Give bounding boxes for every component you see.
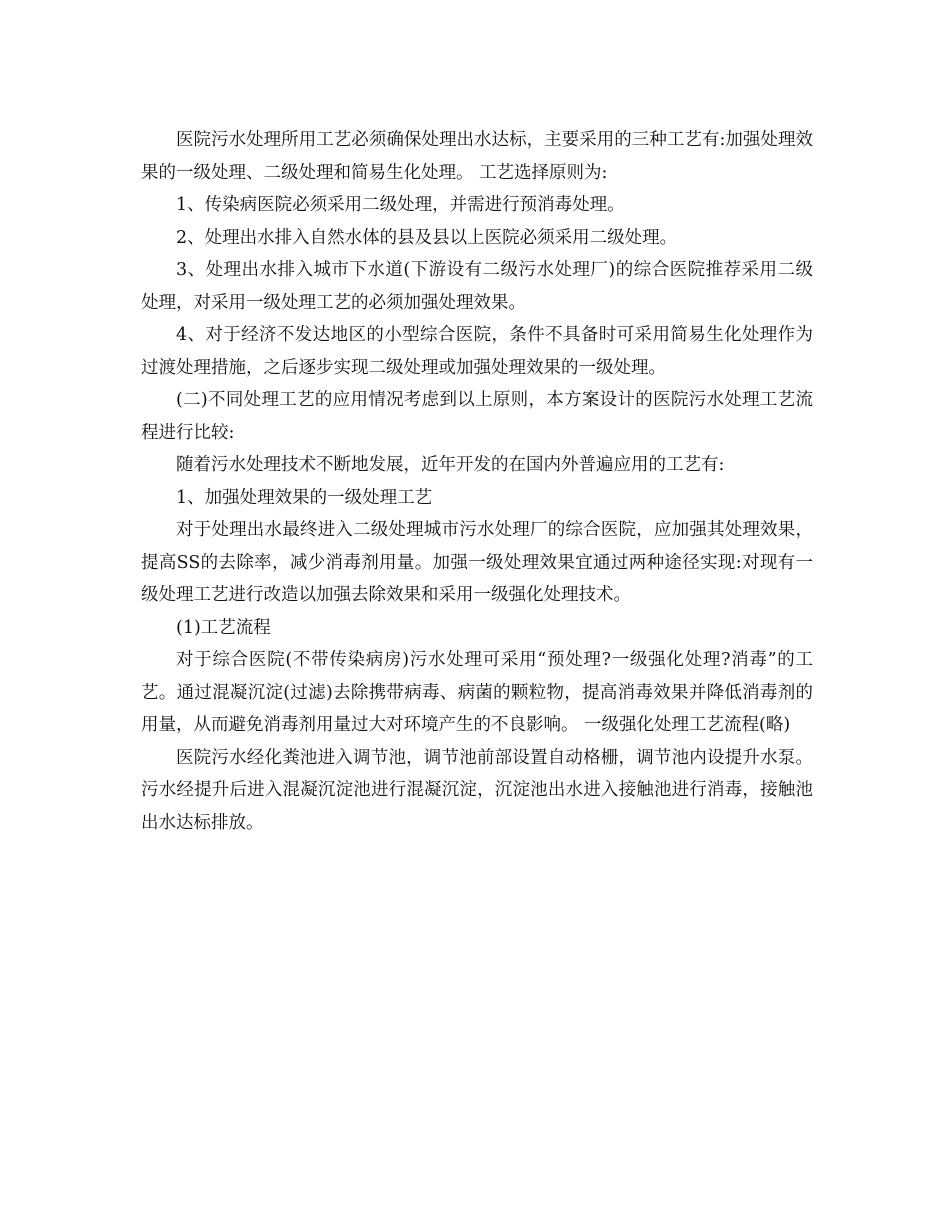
document-body — [141, 124, 813, 839]
paragraph-heading-flow: (1)工艺流程 — [176, 617, 271, 638]
paragraph-flow-steps: 医院污水经化粪池进入调节池，调节池前部设置自动格栅，调节池内设提升水泵。污水经提升后进入混凝沉淀池进行混凝沉淀，沉淀池出水进入接触池进行消毒，接触池出水达标排放。 — [141, 747, 813, 833]
paragraph-heading-primary-process: 1、加强处理效果的一级处理工艺 — [176, 487, 433, 508]
paragraph-intro: 医院污水处理所用工艺必须确保处理出水达标，主要采用的三种工艺有:加强处理效果的一级处理、二级处理和简易生化处理。 工艺选择原则为: — [141, 130, 813, 183]
paragraph-principle-3: 3、处理出水排入城市下水道(下游设有二级污水处理厂)的综合医院推荐采用二级处理，对采用一级处理工艺的必须加强处理效果。 — [141, 260, 813, 313]
paragraph-section-2: (二)不同处理工艺的应用情况考虑到以上原则，本方案设计的医院污水处理工艺流程进行比较: — [141, 390, 813, 443]
paragraph-principle-4: 4、对于经济不发达地区的小型综合医院，条件不具备时可采用简易生化处理作为过渡处理措施，之后逐步实现二级处理或加强处理效果的一级处理。 — [141, 325, 813, 378]
paragraph-primary-process-desc: 对于处理出水最终进入二级处理城市污水处理厂的综合医院，应加强其处理效果，提高SS的去除率，减少消毒剂用量。加强一级处理效果宜通过两种途径实现:对现有一级处理工艺进行改造以加强去除效果和采用一级强化处理技术。 — [141, 520, 813, 605]
paragraph-principle-2: 2、处理出水排入自然水体的县及县以上医院必须采用二级处理。 — [176, 227, 678, 248]
paragraph-flow-desc: 对于综合医院(不带传染病房)污水处理可采用“预处理?一级强化处理?消毒”的工艺。通过混凝沉淀(过滤)去除携带病毒、病菌的颗粒物，提高消毒效果并降低消毒剂的用量，从而避免消毒剂用量过大对环境产生的不良影响。 一级强化处理工艺流程(略) — [141, 650, 813, 735]
paragraph-principle-1: 1、传染病医院必须采用二级处理，并需进行预消毒处理。 — [176, 195, 625, 215]
paragraph-processes-intro: 随着污水处理技术不断地发展，近年开发的在国内外普遍应用的工艺有: — [176, 455, 725, 475]
